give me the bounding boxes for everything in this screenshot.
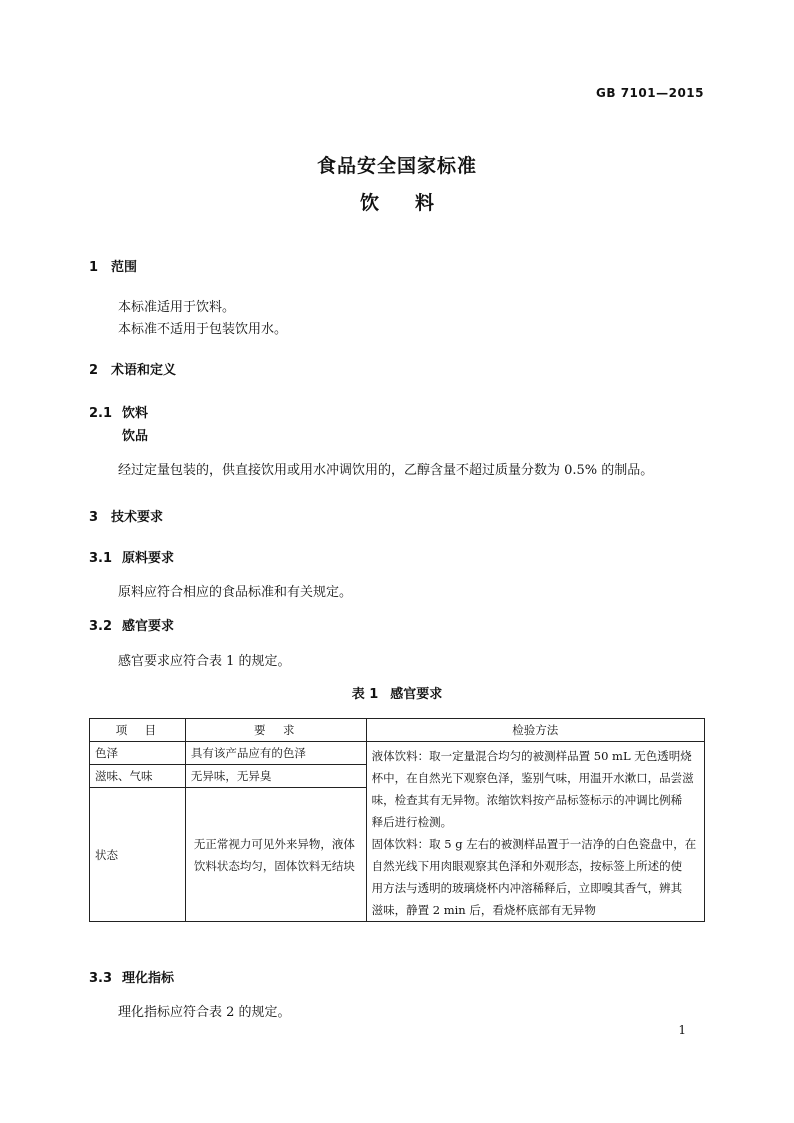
- table-caption: [0, 683, 794, 702]
- table-cell-item: 状态: [90, 788, 186, 922]
- paragraph: 本标准适用于饮料。: [118, 300, 236, 315]
- table-header-row: [90, 719, 705, 742]
- document-subtitle: 饮料: [359, 192, 470, 214]
- section-title: 原料要求: [122, 551, 175, 566]
- section-2-heading: [89, 359, 176, 378]
- section-title: 理化指标: [122, 971, 175, 986]
- section-2-1-heading: [89, 402, 148, 421]
- method-line: 用方法与透明的玻璃烧杯内冲溶稀释后，立即嗅其香气，辨其: [371, 881, 683, 895]
- method-line: 滋味，静置 2 min 后，看烧杯底部有无异物: [371, 903, 596, 917]
- standard-number: GB 7101—2015: [596, 86, 704, 100]
- section-number: 3.1: [89, 551, 113, 566]
- method-line: 自然光线下用肉眼观察其色泽和外观形态，按标签上所述的使: [371, 859, 683, 873]
- section-title: 术语和定义: [111, 363, 177, 378]
- table-row: [90, 742, 705, 765]
- method-line: 固体饮料：取 5 g 左右的被测样品置于一洁净的白色瓷盘中，在: [371, 837, 697, 851]
- table-header-cell: 要 求: [185, 719, 366, 742]
- table-cell-requirement: [185, 788, 366, 922]
- method-line: 释后进行检测。: [371, 815, 453, 829]
- table-cell-item: 滋味、气味: [90, 765, 186, 788]
- table-caption-number: 表 1: [351, 687, 379, 702]
- table-header-cell: 项 目: [90, 719, 186, 742]
- sensory-requirements-table: [89, 718, 705, 922]
- paragraph: 经过定量包装的，供直接饮用或用水冲调饮用的，乙醇含量不超过质量分数为 0.5% 的制品。: [118, 463, 654, 478]
- section-number: 3.3: [89, 971, 113, 986]
- section-title: 感官要求: [122, 619, 175, 634]
- paragraph: 原料应符合相应的食品标准和有关规定。: [118, 585, 353, 600]
- page-number: 1: [678, 1023, 686, 1037]
- section-title: 技术要求: [111, 510, 164, 525]
- paragraph: 感官要求应符合表 1 的规定。: [118, 654, 291, 669]
- table-cell-item: 色泽: [90, 742, 186, 765]
- section-3-2-heading: [89, 615, 174, 634]
- section-title: 饮料: [122, 406, 149, 421]
- section-title: 范围: [111, 260, 138, 275]
- table-cell-requirement: 无异味，无异臭: [185, 765, 366, 788]
- method-line: 味，检查其有无异物。浓缩饮料按产品标签标示的冲调比例稀: [371, 793, 683, 807]
- requirement-line: 无正常视力可见外来异物，液体: [193, 836, 355, 851]
- section-number: 2: [89, 363, 99, 378]
- table-header-cell: 检验方法: [366, 719, 704, 742]
- section-1-heading: [89, 256, 137, 275]
- term-synonym: 饮品: [122, 429, 149, 444]
- section-number: 3: [89, 510, 99, 525]
- section-3-3-heading: [89, 967, 174, 986]
- method-line: 液体饮料：取一定量混合均匀的被测样品置 50 mL 无色透明烧: [371, 749, 692, 763]
- table-caption-title: 感官要求: [390, 687, 443, 702]
- table-cell-method: [366, 742, 704, 922]
- method-line: 杯中，在自然光下观察色泽，鉴别气味，用温开水漱口，品尝滋: [371, 771, 694, 785]
- section-number: 3.2: [89, 619, 113, 634]
- paragraph: 理化指标应符合表 2 的规定。: [118, 1005, 291, 1020]
- section-number: 2.1: [89, 406, 113, 421]
- section-number: 1: [89, 260, 99, 275]
- section-3-1-heading: [89, 547, 174, 566]
- document-title: 食品安全国家标准: [316, 155, 477, 177]
- paragraph: 本标准不适用于包装饮用水。: [118, 322, 288, 337]
- requirement-line: 饮料状态均匀，固体饮料无结块: [193, 858, 355, 873]
- table-cell-requirement: 具有该产品应有的色泽: [185, 742, 366, 765]
- section-3-heading: [89, 506, 163, 525]
